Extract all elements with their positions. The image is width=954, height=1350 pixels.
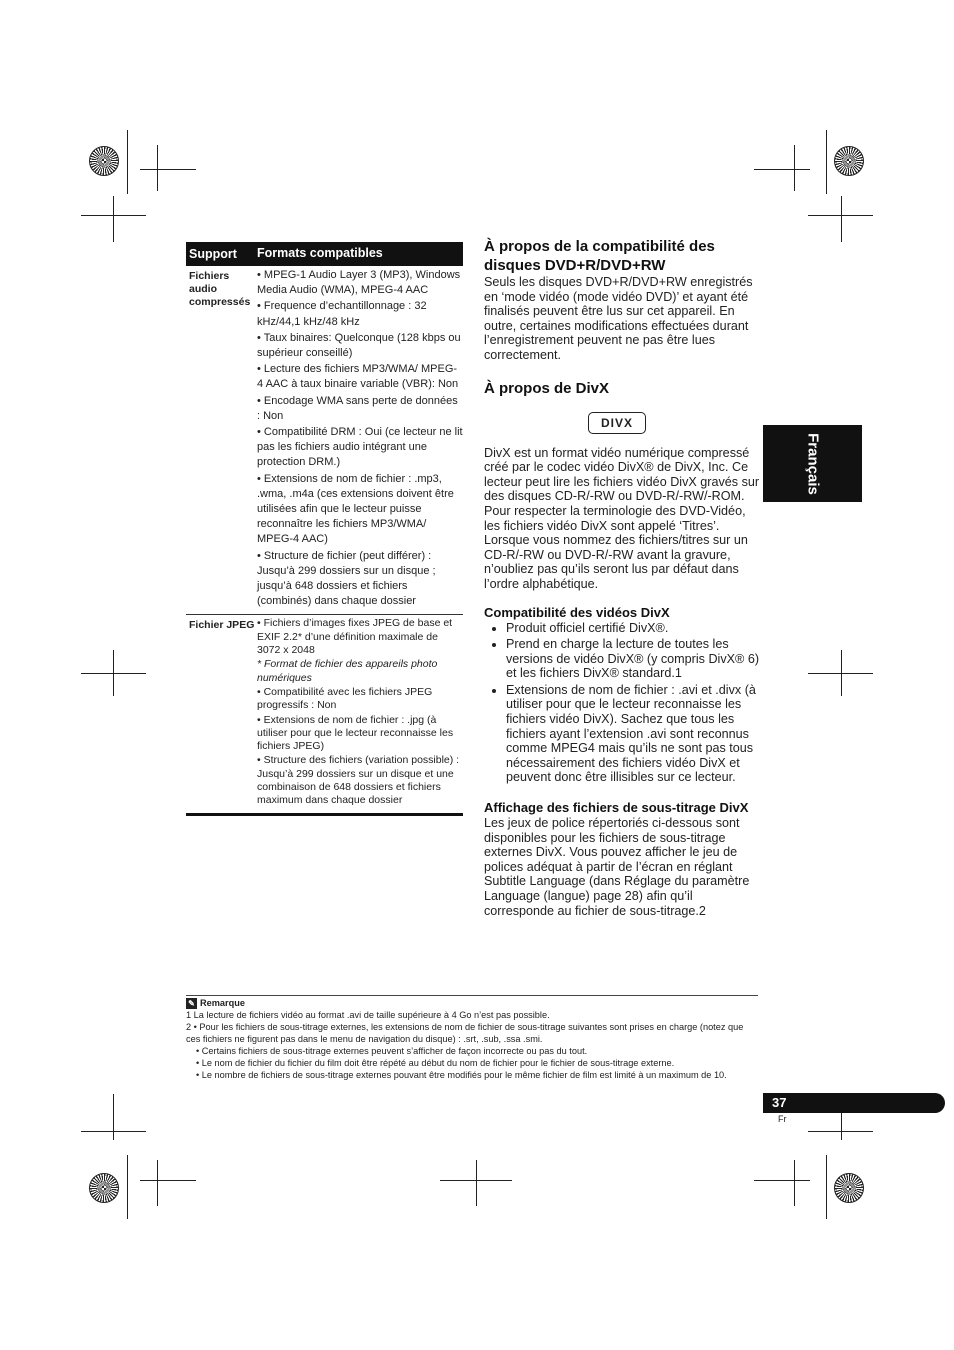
format-item: • Compatibilité avec les fichiers JPEG progressifs : Non bbox=[257, 685, 433, 712]
format-item: • Extensions de nom de fichier : .mp3, .wma, .m4a (ces extensions doivent être utilisées afin que le lecteur puisse reconnaître les fichiers MP3/WMA/ MPEG-4 AAC) bbox=[257, 472, 454, 546]
section-title: Compatibilité des vidéos DivX bbox=[484, 604, 670, 620]
format-item: • Lecture des fichiers MP3/WMA/ MPEG-4 AAC à taux binaire variable (VBR): Non bbox=[257, 363, 459, 391]
format-item: • Fichiers d’images fixes JPEG de base et EXIF 2.2* d’une définition maximale de 3072 x 2048 bbox=[257, 617, 453, 657]
page-number-tab bbox=[763, 1093, 945, 1113]
note-line: • Le nombre de fichiers de sous-titrage externes pouvant être modifiés pour le même fichier de film est limité à un maximum de 10. bbox=[196, 1070, 727, 1080]
header-support: Support bbox=[189, 246, 237, 261]
format-item: • Taux binaires: Quelconque (128 kbps ou supérieur conseillé) bbox=[257, 331, 461, 360]
format-item: • Encodage WMA sans perte de données : Non bbox=[257, 394, 458, 422]
section-body: Les jeux de police répertoriés ci-dessous sont disponibles pour les fichiers de sous-titrage externes DivX. Vous pouvez afficher le jeu de polices adéquat à partir de l’écran en réglant Subtitle Language (dans Réglage du paramètre Language (langue) page 28) afin qu’il corresponde au fichier de sous-titrage.2 bbox=[484, 816, 750, 918]
format-item: • Structure de fichier (peut différer) : Jusqu’à 299 dossiers sur un disque ; jusqu’à 648 dossiers et fichiers (combinés) dans chaque dossier bbox=[257, 549, 436, 608]
page-lang: Fr bbox=[778, 1114, 787, 1124]
note-line: • Certains fichiers de sous-titrage externes peuvent s’afficher de façon incorrecte ou pas du tout. bbox=[196, 1046, 588, 1056]
notes-heading: ✎ Remarque bbox=[186, 997, 758, 1009]
registration-radial-icon bbox=[834, 146, 864, 176]
header-formats: Formats compatibles bbox=[257, 246, 383, 261]
format-item: • Compatibilité DRM : Oui (ce lecteur ne lit pas les fichiers audio intégrant une protection DRM.) bbox=[257, 426, 463, 469]
format-item: • Frequence d’echantillonnage : 32 kHz/44,1 kHz/48 kHz bbox=[257, 300, 427, 328]
divx-logo-icon bbox=[588, 412, 646, 434]
divx-bullets bbox=[484, 621, 760, 786]
format-item: • Structure des fichiers (variation possible) : Jusqu’à 299 dossiers sur un disque et une combinaison de 648 dossiers et fichiers maximum dans chaque dossier bbox=[257, 754, 460, 807]
format-item: * Format de fichier des appareils photo numériques bbox=[257, 658, 438, 684]
note-line: • Le nom de fichier du fichier du film doit être répété au début du nom de fichier pour le fichier de sous-titrage externe. bbox=[196, 1058, 675, 1068]
registration-radial-icon bbox=[89, 146, 119, 176]
list-item: • Produit officiel certifié DivX®. bbox=[506, 621, 760, 636]
row-support: Fichiers audio compressés bbox=[189, 270, 251, 308]
note-line: 2 • Pour les fichiers de sous-titrage externes, les extensions de nom de fichier de sous-titrage suivantes sont prises en charge (notez que ces fichiers ne figurent pas dans le menu de navigation du disque) : .srt, .sub, .ssa .smi. bbox=[186, 1022, 744, 1044]
row-support: Fichier JPEG bbox=[189, 619, 255, 632]
section-title: À propos de DivX bbox=[484, 379, 610, 397]
note-icon: ✎ bbox=[186, 998, 197, 1009]
format-item: • Extensions de nom de fichier : .jpg (à utiliser pour que le lecteur reconnaisse les fichiers JPEG) bbox=[257, 713, 454, 753]
section-body: Seuls les disques DVD+R/DVD+RW enregistrés en ‘mode vidéo (mode vidéo DVD)’ et ayant été finalisés peuvent être lus sur cet appareil. En outre, certaines modifications effectuées durant l’enregistrement peuvent ne pas être lues correctement. bbox=[484, 275, 753, 362]
row-formats bbox=[257, 615, 463, 812]
format-item: • MPEG-1 Audio Layer 3 (MP3), Windows Media Audio (WMA), MPEG-4 AAC bbox=[257, 269, 461, 297]
registration-radial-icon bbox=[834, 1173, 864, 1203]
list-item: • Prend en charge la lecture de toutes les versions de vidéo DivX® (y compris DivX® 6) et les fichiers DivX® standard.1 bbox=[506, 637, 760, 681]
section-body: DivX est un format vidéo numérique compressé créé par le codec vidéo DivX® de DivX, Inc. Ce lecteur peut lire les fichiers vidéo DivX gravés sur des disques CD-R/-RW ou DVD-R/-RW/-ROM. Pour respecter la terminologie des DVD-Vidéo, les fichiers vidéo DivX sont appelé ‘Titres’. Lorsque vous nommez des fichiers/titres sur un CD-R/-RW ou DVD-R/-RW avant la gravure, n’oubliez pas qu’ils seront lus par défaut dans l’ordre alphabétique. bbox=[484, 445, 760, 591]
divx-logo-area bbox=[484, 398, 760, 440]
notes-divider bbox=[186, 995, 758, 996]
language-tab-label: Français bbox=[804, 432, 821, 495]
page-number: 37 bbox=[772, 1095, 787, 1110]
note-line: 1 La lecture de fichiers vidéo au format .avi de taille supérieure à 4 Go n’est pas possible. bbox=[186, 1010, 550, 1020]
section-title: À propos de la compatibilité des disques DVD+R/DVD+RW bbox=[484, 238, 715, 274]
table-row bbox=[186, 266, 463, 615]
table-row bbox=[186, 615, 463, 815]
list-item: • Extensions de nom de fichier : .avi et .divx (à utiliser pour que le lecteur reconnaisse les fichiers vidéo DivX). Sachez que tous les fichiers ayant l’extension .avi sont reconnus comme MPEG4 mais qu’ils ne sont pas tous nécessairement des fichiers vidéo DivX et peuvent donc être illisibles sur ce lecteur. bbox=[506, 683, 760, 785]
registration-radial-icon bbox=[89, 1173, 119, 1203]
row-formats bbox=[257, 266, 463, 614]
language-tab bbox=[763, 425, 862, 502]
right-column bbox=[484, 237, 760, 918]
table-header bbox=[186, 242, 463, 266]
section-title: Affichage des fichiers de sous-titrage DivX bbox=[484, 800, 749, 816]
notes bbox=[186, 995, 758, 1081]
divx-logo-text: DIVX bbox=[600, 415, 633, 430]
formats-table bbox=[186, 242, 463, 816]
